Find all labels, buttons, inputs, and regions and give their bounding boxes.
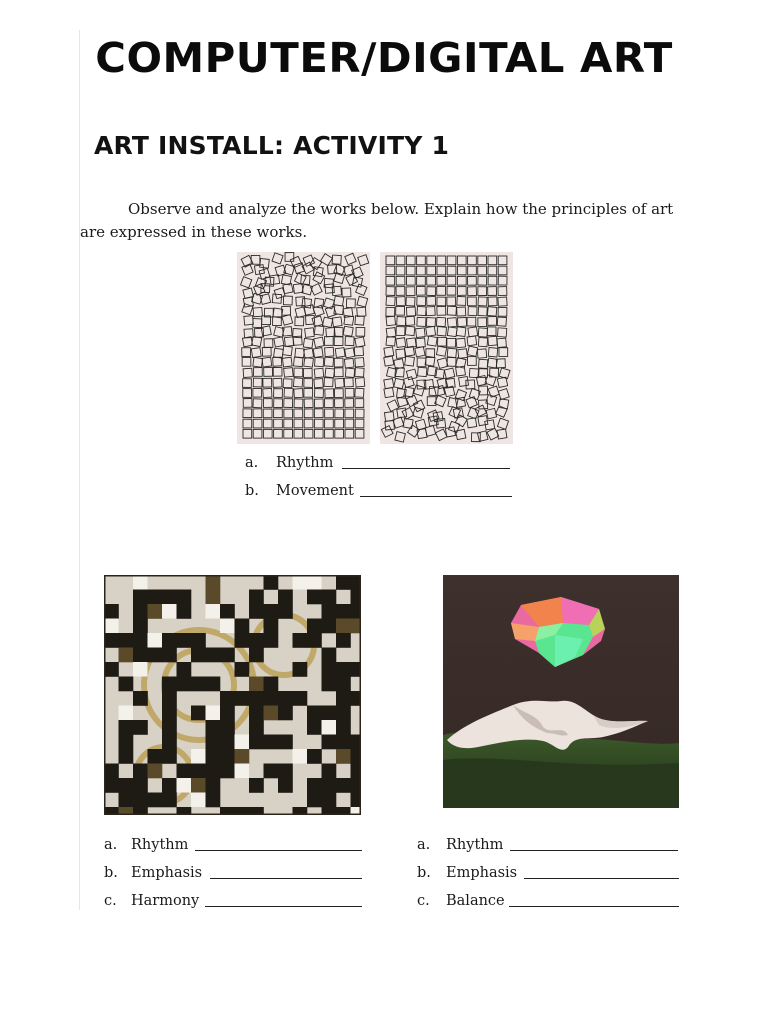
maze-block xyxy=(104,778,119,793)
maze-block xyxy=(148,764,163,779)
maze-block xyxy=(220,619,235,634)
maze-block xyxy=(351,604,362,619)
maze-block xyxy=(133,793,148,808)
maze-block xyxy=(249,706,264,721)
maze-block xyxy=(235,633,250,648)
artwork-grid-right xyxy=(380,252,513,444)
maze-block xyxy=(206,793,221,808)
maze-block xyxy=(235,749,250,764)
maze-block xyxy=(162,720,177,735)
maze-block xyxy=(249,677,264,692)
maze-block xyxy=(249,604,264,619)
maze-block xyxy=(133,619,148,634)
question-letter: b. xyxy=(245,483,259,499)
maze-block xyxy=(104,662,119,677)
activity-heading: ART INSTALL: ACTIVITY 1 xyxy=(94,131,450,160)
maze-block xyxy=(293,662,308,677)
page-edge xyxy=(79,30,80,910)
maze-block xyxy=(148,590,163,605)
maze-block xyxy=(351,590,362,605)
maze-block xyxy=(206,720,221,735)
maze-block xyxy=(351,691,362,706)
maze-block xyxy=(322,706,337,721)
maze-block xyxy=(104,604,119,619)
maze-block xyxy=(322,619,337,634)
question-emphasis xyxy=(417,865,682,893)
maze-block xyxy=(119,633,134,648)
instructions xyxy=(80,198,700,244)
answer-line[interactable] xyxy=(510,850,678,851)
maze-block xyxy=(191,677,206,692)
maze-block xyxy=(133,691,148,706)
maze-block xyxy=(293,633,308,648)
maze-block xyxy=(119,706,134,721)
maze-block xyxy=(249,648,264,663)
maze-block xyxy=(220,604,235,619)
answer-line[interactable] xyxy=(195,850,362,851)
maze-block xyxy=(191,648,206,663)
maze-block xyxy=(220,648,235,663)
maze-block xyxy=(191,706,206,721)
maze-block xyxy=(336,691,351,706)
maze-block xyxy=(104,619,119,634)
maze-block xyxy=(322,648,337,663)
maze-block xyxy=(264,604,279,619)
maze-block xyxy=(322,720,337,735)
maze-block xyxy=(307,590,322,605)
maze-block xyxy=(278,764,293,779)
maze-block xyxy=(336,720,351,735)
maze-block xyxy=(177,604,192,619)
answer-line[interactable] xyxy=(524,878,679,879)
maze-block xyxy=(133,604,148,619)
maze-block xyxy=(322,604,337,619)
maze-block xyxy=(162,648,177,663)
maze-block xyxy=(206,778,221,793)
maze-block xyxy=(307,749,322,764)
answer-line[interactable] xyxy=(360,496,512,497)
maze-block xyxy=(307,706,322,721)
maze-block xyxy=(249,691,264,706)
maze-block xyxy=(177,633,192,648)
maze-block xyxy=(133,590,148,605)
maze-block xyxy=(307,720,322,735)
question-rhythm xyxy=(245,455,515,483)
maze-block xyxy=(220,720,235,735)
artwork-floating-gem xyxy=(443,575,679,808)
maze-block xyxy=(133,720,148,735)
maze-block xyxy=(148,793,163,808)
question-rhythm xyxy=(417,837,682,865)
maze-block xyxy=(177,677,192,692)
maze-block xyxy=(220,749,235,764)
maze-block xyxy=(133,662,148,677)
maze-block xyxy=(235,619,250,634)
maze-block xyxy=(235,662,250,677)
maze-block xyxy=(336,619,351,634)
maze-block xyxy=(249,778,264,793)
maze-block xyxy=(206,677,221,692)
question-letter: c. xyxy=(104,893,117,909)
question-label: Emphasis xyxy=(131,865,203,881)
question-balance xyxy=(417,893,682,921)
maze-block xyxy=(278,735,293,750)
maze-block xyxy=(220,691,235,706)
maze-block xyxy=(293,691,308,706)
maze-block xyxy=(307,575,322,590)
maze-block xyxy=(264,691,279,706)
maze-block xyxy=(162,793,177,808)
question-movement xyxy=(245,483,515,511)
maze-block xyxy=(104,633,119,648)
maze-block xyxy=(336,575,351,590)
maze-block xyxy=(133,633,148,648)
maze-block xyxy=(119,648,134,663)
maze-block xyxy=(148,604,163,619)
question-letter: b. xyxy=(417,865,431,881)
maze-block xyxy=(191,778,206,793)
maze-block xyxy=(133,648,148,663)
maze-block xyxy=(278,604,293,619)
maze-block xyxy=(351,764,362,779)
question-label: Rhythm xyxy=(446,837,504,853)
maze-block xyxy=(206,575,221,590)
maze-block xyxy=(293,749,308,764)
maze-block xyxy=(307,619,322,634)
maze-block xyxy=(336,749,351,764)
maze-block xyxy=(336,778,351,793)
maze-block xyxy=(264,575,279,590)
maze-block xyxy=(351,793,362,808)
maze-block xyxy=(278,590,293,605)
maze-block xyxy=(206,764,221,779)
maze-block xyxy=(307,793,322,808)
maze-block xyxy=(264,764,279,779)
question-letter: a. xyxy=(245,455,259,471)
maze-block xyxy=(351,749,362,764)
question-letter: c. xyxy=(417,893,430,909)
maze-block xyxy=(322,778,337,793)
maze-block xyxy=(235,735,250,750)
maze-block xyxy=(191,633,206,648)
maze-block xyxy=(351,778,362,793)
question-list-3 xyxy=(417,837,682,921)
maze-block xyxy=(162,706,177,721)
maze-block xyxy=(278,691,293,706)
maze-block xyxy=(235,764,250,779)
instructions-line-2: are expressed in these works. xyxy=(80,223,308,241)
artwork-grid-left xyxy=(237,252,370,444)
maze-block xyxy=(264,619,279,634)
maze-block xyxy=(177,590,192,605)
maze-block xyxy=(220,706,235,721)
artwork-maze xyxy=(104,575,361,815)
maze-block xyxy=(322,793,337,808)
maze-block xyxy=(322,735,337,750)
question-label: Emphasis xyxy=(446,865,518,881)
maze-block xyxy=(336,706,351,721)
maze-block xyxy=(206,749,221,764)
maze-block xyxy=(264,706,279,721)
answer-line[interactable] xyxy=(509,906,679,907)
maze-block xyxy=(351,619,362,634)
question-label: Harmony xyxy=(131,893,200,909)
maze-block xyxy=(307,633,322,648)
maze-block xyxy=(148,749,163,764)
maze-block xyxy=(336,662,351,677)
maze-block xyxy=(191,793,206,808)
maze-block xyxy=(278,706,293,721)
maze-block xyxy=(278,778,293,793)
maze-block xyxy=(293,575,308,590)
maze-block xyxy=(264,735,279,750)
maze-block xyxy=(220,764,235,779)
answer-line[interactable] xyxy=(342,468,510,469)
maze-block xyxy=(162,604,177,619)
maze-block xyxy=(351,662,362,677)
maze-block xyxy=(119,778,134,793)
question-label: Rhythm xyxy=(276,455,334,471)
question-rhythm xyxy=(104,837,364,865)
maze-block xyxy=(249,735,264,750)
question-harmony xyxy=(104,893,364,921)
maze-block xyxy=(322,590,337,605)
question-label: Movement xyxy=(276,483,354,499)
maze-block xyxy=(119,749,134,764)
maze-block xyxy=(191,764,206,779)
maze-block xyxy=(119,720,134,735)
maze-block xyxy=(264,633,279,648)
maze-block xyxy=(206,648,221,663)
maze-block xyxy=(162,590,177,605)
maze-block xyxy=(264,677,279,692)
maze-block xyxy=(206,590,221,605)
maze-block xyxy=(191,749,206,764)
maze-block xyxy=(336,677,351,692)
maze-block xyxy=(307,778,322,793)
maze-block xyxy=(249,720,264,735)
maze-block xyxy=(162,778,177,793)
maze-block xyxy=(133,764,148,779)
page-title: COMPUTER/DIGITAL ART xyxy=(95,34,673,82)
maze-block xyxy=(177,778,192,793)
maze-block xyxy=(148,633,163,648)
maze-block xyxy=(322,677,337,692)
maze-block xyxy=(336,604,351,619)
maze-block xyxy=(235,691,250,706)
maze-block xyxy=(336,633,351,648)
maze-block xyxy=(322,662,337,677)
question-emphasis xyxy=(104,865,364,893)
question-list-1 xyxy=(245,455,515,511)
maze-block xyxy=(119,793,134,808)
question-letter: a. xyxy=(417,837,431,853)
maze-block xyxy=(133,778,148,793)
maze-block xyxy=(249,590,264,605)
maze-block xyxy=(249,633,264,648)
maze-block xyxy=(162,677,177,692)
answer-line[interactable] xyxy=(210,878,362,879)
maze-block xyxy=(206,735,221,750)
question-letter: b. xyxy=(104,865,118,881)
maze-block xyxy=(206,604,221,619)
maze-block xyxy=(351,735,362,750)
maze-block xyxy=(322,764,337,779)
maze-block xyxy=(133,575,148,590)
question-letter: a. xyxy=(104,837,118,853)
question-label: Rhythm xyxy=(131,837,189,853)
maze-block xyxy=(336,735,351,750)
maze-block xyxy=(148,648,163,663)
maze-block xyxy=(162,749,177,764)
maze-block xyxy=(177,764,192,779)
maze-block xyxy=(119,735,134,750)
maze-block xyxy=(177,662,192,677)
maze-block xyxy=(119,677,134,692)
maze-block xyxy=(351,575,362,590)
maze-block xyxy=(220,735,235,750)
maze-block xyxy=(162,691,177,706)
maze-block xyxy=(162,735,177,750)
question-list-2 xyxy=(104,837,364,921)
answer-line[interactable] xyxy=(205,906,362,907)
maze-block xyxy=(162,633,177,648)
instructions-line-1: Observe and analyze the works below. Explain how the principles of art xyxy=(128,200,674,218)
maze-block xyxy=(104,764,119,779)
question-label: Balance xyxy=(446,893,505,909)
maze-block xyxy=(206,706,221,721)
